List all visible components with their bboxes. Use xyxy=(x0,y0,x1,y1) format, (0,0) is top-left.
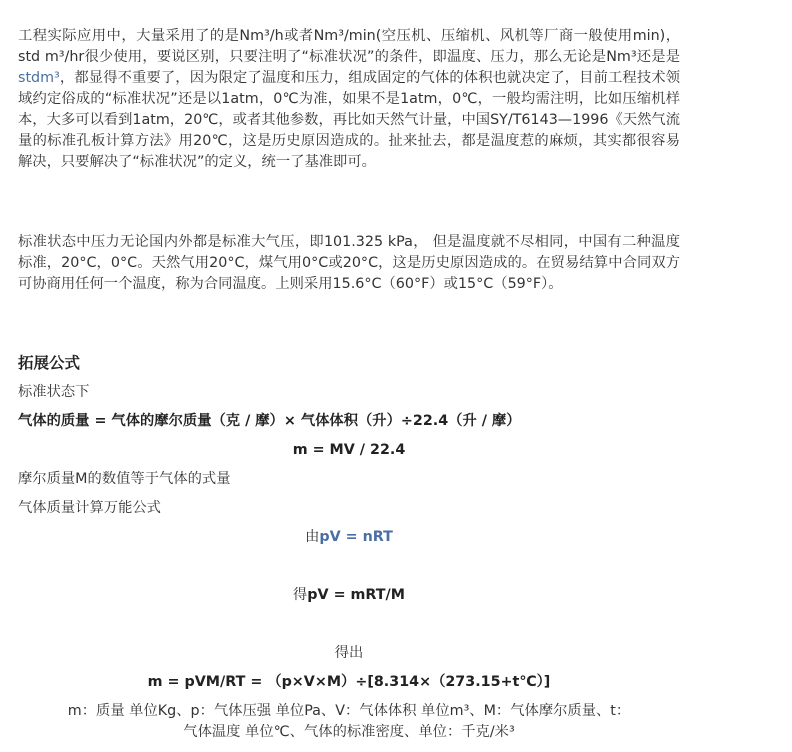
formula-result: m = pVM/RT = （p×V×M）÷[8.314×（273.15+t℃）] xyxy=(147,674,551,690)
standard-state-label: 标准状态下 xyxy=(18,384,90,400)
formula-gas-mass: 气体的质量 = 气体的摩尔质量（克 / 摩）× 气体体积（升）÷22.4（升 / 摩） xyxy=(18,413,521,429)
result-label: 得出 xyxy=(334,645,364,661)
paragraph-text-a: 工程实际应用中，大量采用了的是Nm³/h或者Nm³/min(空压机、压缩机、风机等厂商一般使用min)，std m³/hr很少使用，要说区别，只要注明了“标准状况”的条件，即温度、压力，那么无论是Nm³还是是 xyxy=(18,28,680,65)
stdm3-link[interactable]: stdm³ xyxy=(18,70,60,86)
formula-pv-mrt: pV = mRT/M xyxy=(307,587,405,603)
universal-formula-title: 气体质量计算万能公式 xyxy=(18,500,161,516)
formula-pv-nrt: pV = nRT xyxy=(319,529,393,545)
formula-derived-line xyxy=(18,585,680,606)
section-title: 拓展公式 xyxy=(18,354,81,372)
get-prefix: 得 xyxy=(293,587,308,603)
paragraph-standard-state-pressure: 标准状态中压力无论国内外都是标准大气压，即101.325 kPa， 但是温度就不尽相同，中国有二种温度标准，20°C，0°C。天然气用20°C，煤气用0°C或20°C，这是历史原因造成的。在贸易结算中合同双方可协商用任何一个温度，称为合同温度。上则采用15.6°C（60°F）或15°C（59°F）。 xyxy=(18,234,680,292)
paragraph-standard-conditions xyxy=(18,26,680,173)
formula-m-mv: m = MV / 22.4 xyxy=(292,442,406,458)
molar-mass-note: 摩尔质量M的数值等于气体的式量 xyxy=(18,471,231,487)
from-prefix: 由 xyxy=(305,529,320,545)
paragraph-text-b: ，都显得不重要了，因为限定了温度和压力，组成固定的气体的体积也就决定了，目前工程技术领域约定俗成的“标准状况”还是以1atm，0℃为准，如果不是1atm，0℃，一般均需注明，比如压缩机样本，大多可以看到1atm，20℃，或者其他参数，再比如天然气计量，中国SY/T6143—1996《天然气流量的标准孔板计算方法》用20℃，这是历史原因造成的。扯来扯去，都是温度惹的麻烦，其实都很容易解决，只要解决了“标准状况”的定义，统一了基准即可。 xyxy=(18,70,680,170)
formula-ideal-gas-line xyxy=(18,527,680,548)
legend-line-1: m：质量 单位Kg、p：气体压强 单位Pa、V：气体体积 单位m³、M：气体摩尔质量、t： xyxy=(67,703,631,719)
legend-line-2: 气体温度 单位℃、气体的标准密度、单位：千克/米³ xyxy=(183,724,515,740)
